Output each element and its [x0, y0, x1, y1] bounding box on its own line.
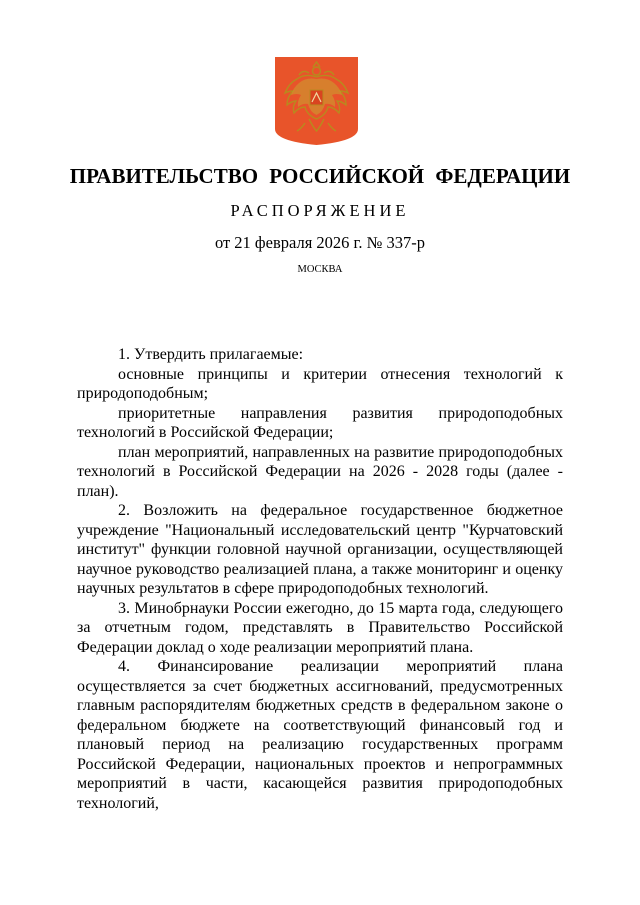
document-type: РАСПОРЯЖЕНИЕ [230, 201, 410, 220]
paragraph: основные принципы и критерии отнесения технологий к природоподобным; [77, 365, 563, 402]
government-title: ПРАВИТЕЛЬСТВО РОССИЙСКОЙ ФЕДЕРАЦИИ [69, 164, 571, 188]
paragraph: 3. Минобрнауки России ежегодно, до 15 марта года, следующего за отчетным годом, представлять в Правительство Российской Федерации доклад о ходе реализации мероприятий плана. [77, 599, 563, 656]
paragraph: 1. Утвердить прилагаемые: [118, 346, 304, 363]
paragraph: план мероприятий, направленных на развитие природоподобных технологий в Российской Федерации на 2026 - 2028 годы (далее - план). [77, 443, 563, 500]
document-city: МОСКВА [297, 264, 343, 275]
paragraph: 4. Финансирование реализации мероприятий плана осуществляется за счет бюджетных ассигнований, предусмотренных главным распорядителям бюджетных средств в федеральном законе о федеральном бюджете на соответствующий финансовый год и плановый период на реализацию государственных программ Российской Федерации, национальных проектов и непрограммных мероприятий в части, касающейся развития природоподобных технологий, [77, 658, 563, 812]
document-date-number: от 21 февраля 2026 г. № 337-р [214, 233, 426, 252]
paragraph: 2. Возложить на федеральное государственное бюджетное учреждение "Национальный исследовательский центр "Курчатовский институт" функции головной научной организации, осуществляющей научное руководство реализацией плана, а также мониторинг и оценку научных результатов в сфере природоподобных технологий. [77, 502, 563, 597]
document-body [77, 345, 563, 813]
paragraph: приоритетные направления развития природоподобных технологий в Российской Федерации; [77, 404, 563, 441]
coat-of-arms-icon [275, 57, 358, 145]
